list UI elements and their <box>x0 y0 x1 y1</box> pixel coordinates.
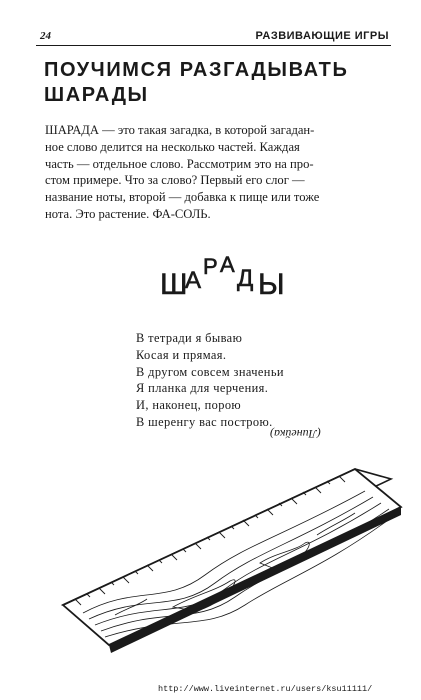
intro-line: название ноты, второй — добавка к пище или тоже <box>45 190 320 205</box>
intro-line: часть — отдельное слово. Рассмотрим это на про- <box>45 156 314 171</box>
source-url: http://www.liveinternet.ru/users/ksu11111/ <box>158 684 373 694</box>
intro-line: стом примере. Что за слово? Первый его слог — <box>45 173 305 188</box>
ruler-icon <box>55 455 415 670</box>
article-title-line: ШАРАДЫ <box>44 84 149 106</box>
article-title <box>44 58 384 108</box>
poem-line: Я планка для черчения. <box>136 381 269 396</box>
intro-paragraph <box>45 122 395 223</box>
intro-line: ное слово делится на несколько частей. Каждая <box>45 139 300 154</box>
poem-line: В другом совсем значеньи <box>136 364 284 379</box>
header-rule <box>36 45 391 46</box>
heading-letter: Р <box>203 254 218 279</box>
poem-line: И, наконец, порою <box>136 398 242 413</box>
poem-line: Косая и прямая. <box>136 347 227 362</box>
poem-line: В шеренгу вас построю. <box>136 414 273 429</box>
running-head: РАЗВИВАЮЩИЕ ИГРЫ <box>255 30 389 42</box>
page-number: 24 <box>40 30 51 42</box>
poem-line: В тетради я бываю <box>136 331 243 345</box>
article-title-line: ПОУЧИМСЯ РАЗГАДЫВАТЬ <box>44 59 349 81</box>
heading-letter: Ы <box>258 268 285 301</box>
riddle-answer-upside-down: (Линейка) <box>270 427 321 441</box>
poem <box>136 330 284 431</box>
decorative-heading <box>160 250 300 302</box>
intro-line: ШАРАДА — это такая загадка, в которой загадан- <box>45 123 315 137</box>
intro-line: нота. Это растение. ФА-СОЛЬ. <box>45 206 211 221</box>
heading-letter: А <box>220 252 235 277</box>
heading-letter: Д <box>237 265 254 292</box>
heading-letter: Ш <box>160 268 188 301</box>
heading-letter: А <box>185 267 202 294</box>
